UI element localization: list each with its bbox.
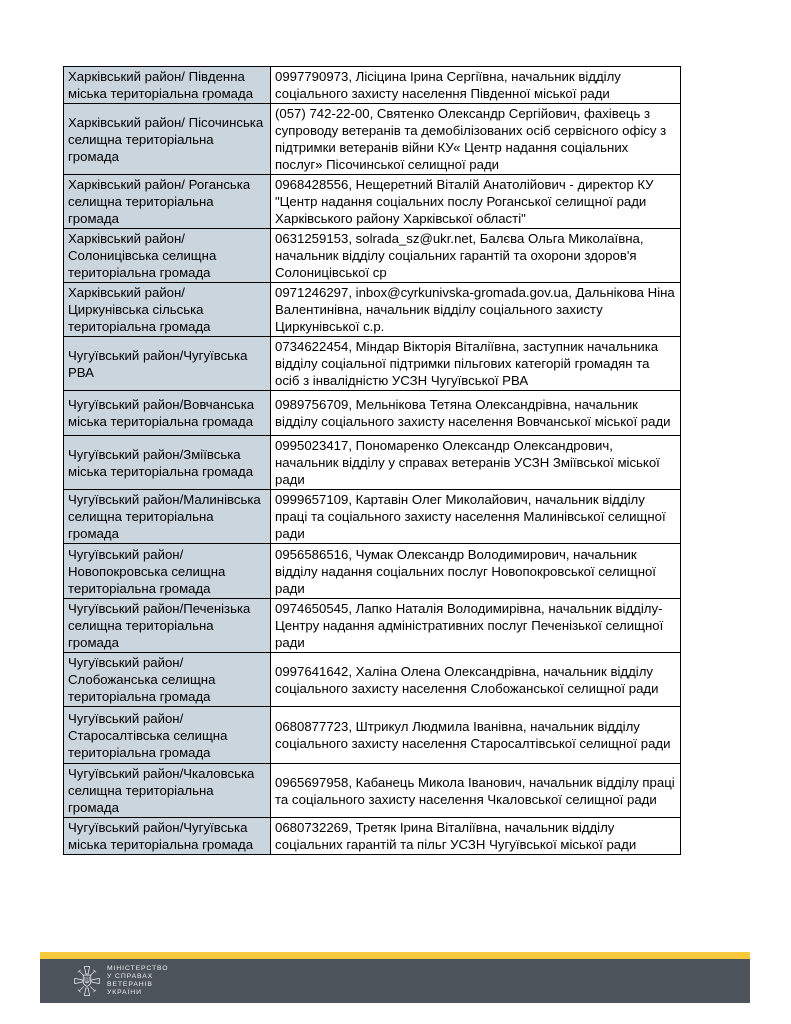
contact-cell: 0971246297, inbox@cyrkunivska-gromada.gov.ua, Дальнікова Ніна Валентинівна, начальник відділу соціального захисту Циркунівської с.р. bbox=[271, 283, 681, 337]
community-cell: Чугуївський район/Слобожанська селищна територіальна громада bbox=[64, 653, 271, 707]
community-cell: Харківський район/ Південна міська територіальна громада bbox=[64, 67, 271, 104]
table-row bbox=[64, 544, 681, 599]
contact-cell: 0965697958, Кабанець Микола Іванович, начальник відділу праці та соціального захисту населення Чкаловської селищної ради bbox=[271, 764, 681, 818]
footer bbox=[40, 952, 750, 1003]
table-row bbox=[64, 104, 681, 175]
community-cell: Чугуївський район/Вовчанська міська територіальна громада bbox=[64, 391, 271, 436]
contact-cell: 0631259153, solrada_sz@ukr.net, Балєва Ольга Миколаївна, начальник відділу соціальних гарантій та охорони здоров'я Солоницівської ср bbox=[271, 229, 681, 283]
community-cell: Чугуївський район/Чугуївська міська територіальна громада bbox=[64, 818, 271, 855]
table-row bbox=[64, 818, 681, 855]
table-row bbox=[64, 283, 681, 337]
contact-cell: 0997641642, Халіна Олена Олександрівна, начальник відділу соціального захисту населення Слобожанської селищної ради bbox=[271, 653, 681, 707]
ministry-wordmark-line: МІНІСТЕРСТВО bbox=[107, 964, 169, 972]
contacts-table-body bbox=[64, 67, 681, 855]
table-row bbox=[64, 490, 681, 544]
table-row bbox=[64, 436, 681, 490]
ministry-wordmark-line: УКРАЇНИ bbox=[107, 989, 142, 997]
contact-cell: 0968428556, Нещеретний Віталій Анатолійович - директор КУ "Центр надання соціальних послу Роганської селищної ради Харківського району Харківської області" bbox=[271, 175, 681, 229]
contact-cell: 0999657109, Картавін Олег Миколайович, начальник відділу праці та соціального захисту населення Малинівської селищної ради bbox=[271, 490, 681, 544]
table-row bbox=[64, 764, 681, 818]
ministry-wordmark bbox=[107, 965, 168, 998]
community-cell: Харківський район/ Циркунівська сільська територіальна громада bbox=[64, 283, 271, 337]
contact-cell: 0680877723, Штрикул Людмила Іванівна, начальник відділу соціального захисту населення Старосалтівської селищної ради bbox=[271, 707, 681, 764]
table-row bbox=[64, 707, 681, 764]
contact-cell: 0997790973, Лісіцина Ірина Сергіївна, начальник відділу соціального захисту населення Південної міської ради bbox=[271, 67, 681, 104]
community-cell: Харківський район/ Пісочинська селищна територіальна громада bbox=[64, 104, 271, 175]
community-cell: Харківський район/ Солоницівська селищна територіальна громада bbox=[64, 229, 271, 283]
contact-cell: 0734622454, Міндар Вікторія Віталіївна, заступник начальника відділу соціальної підтримки пільгових категорій громадян та осіб з інвалідністю УСЗН Чугуївської РВА bbox=[271, 337, 681, 391]
community-cell: Чугуївський район/Печенізька селищна територіальна громада bbox=[64, 599, 271, 653]
table-row bbox=[64, 599, 681, 653]
community-cell: Чугуївський район/Малинівська селищна територіальна громада bbox=[64, 490, 271, 544]
contact-cell: 0974650545, Лапко Наталія Володимирівна, начальник відділу-Центру надання адміністративних послуг Печенізької селищної ради bbox=[271, 599, 681, 653]
contact-cell: (057) 742-22-00, Святенко Олександр Сергійович, фахівець з супроводу ветеранів та демобілізованих осіб сервісного офісу з підтримки ветеранів війни КУ« Центр надання соціальних послуг» Пісочинської селищної ради bbox=[271, 104, 681, 175]
table-row bbox=[64, 391, 681, 436]
footer-accent-bar bbox=[40, 952, 750, 959]
community-cell: Харківський район/ Роганська селищна територіальна громада bbox=[64, 175, 271, 229]
contact-cell: 0680732269, Третяк Ірина Віталіївна, начальник відділу соціальних гарантій та пільг УСЗН Чугуївської міської ради bbox=[271, 818, 681, 855]
table-row bbox=[64, 67, 681, 104]
community-cell: Чугуївський район/Зміївська міська територіальна громада bbox=[64, 436, 271, 490]
ministry-logo bbox=[74, 965, 168, 998]
ministry-wordmark-line: ВЕТЕРАНІВ bbox=[107, 981, 153, 988]
community-cell: Чугуївський район/Старосалтівська селищна територіальна громада bbox=[64, 707, 271, 764]
community-cell: Чугуївський район/Чугуївська РВА bbox=[64, 337, 271, 391]
table-row bbox=[64, 337, 681, 391]
community-cell: Чугуївський район/Новопокровська селищна територіальна громада bbox=[64, 544, 271, 599]
contacts-table bbox=[63, 66, 681, 855]
contact-cell: 0989756709, Мельнікова Тетяна Олександрівна, начальник відділу соціального захисту населення Вовчанської міської ради bbox=[271, 391, 681, 436]
table-row bbox=[64, 653, 681, 707]
footer-bar bbox=[40, 959, 750, 1003]
contact-cell: 0956586516, Чумак Олександр Володимирович, начальник відділу надання соціальних послуг Новопокровської селищної ради bbox=[271, 544, 681, 599]
table-row bbox=[64, 175, 681, 229]
contact-cell: 0995023417, Пономаренко Олександр Олександрович, начальник відділу у справах ветеранів УСЗН Зміївської міської ради bbox=[271, 436, 681, 490]
ministry-emblem-icon bbox=[74, 966, 100, 996]
table-row bbox=[64, 229, 681, 283]
ministry-wordmark-line: У СПРАВАХ bbox=[107, 972, 154, 980]
community-cell: Чугуївський район/Чкаловська селищна територіальна громада bbox=[64, 764, 271, 818]
